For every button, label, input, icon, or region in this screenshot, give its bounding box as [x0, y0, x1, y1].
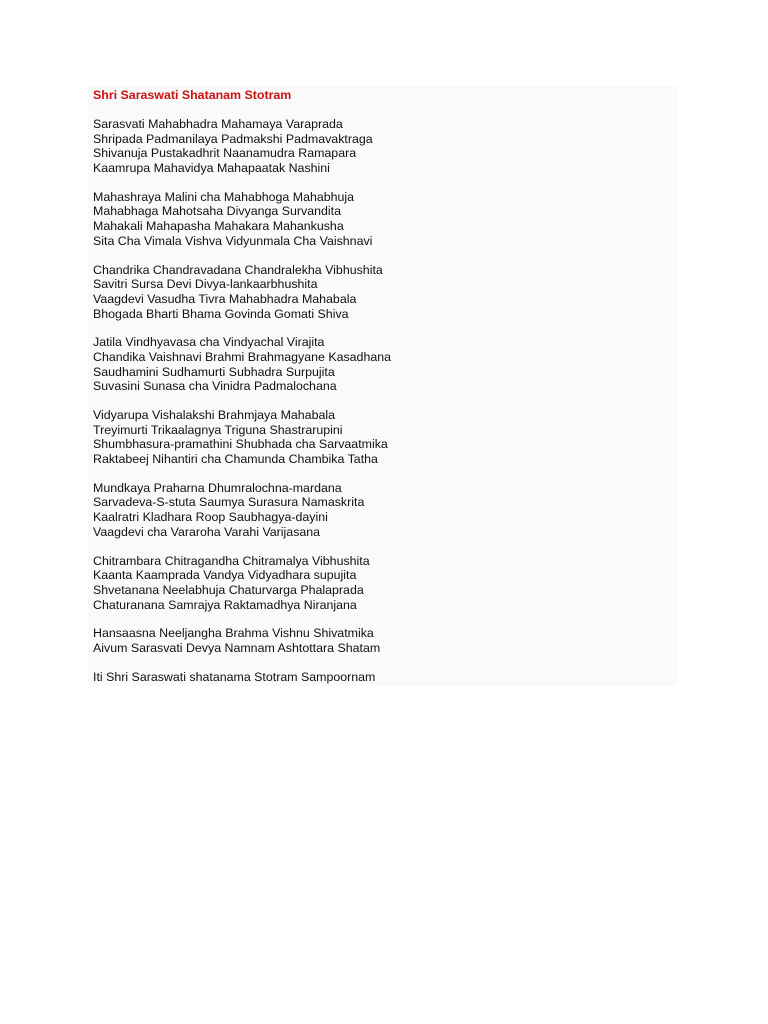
stanza-7 — [93, 554, 677, 613]
verse-line: Mahabhaga Mahotsaha Divyanga Survandita — [93, 204, 341, 219]
stanza-2 — [93, 190, 677, 249]
verse-line: Shvetanana Neelabhuja Chaturvarga Phalaprada — [93, 582, 364, 597]
verse-line: Savitri Sursa Devi Divya-lankaarbhushita — [93, 277, 318, 292]
stanza-6 — [93, 481, 677, 540]
verse-line: Vidyarupa Vishalakshi Brahmjaya Mahabala — [93, 408, 335, 422]
verse-line: Sita Cha Vimala Vishva Vidyunmala Cha Vaishnavi — [93, 233, 373, 248]
verse-line: Shumbhasura-pramathini Shubhada cha Sarvaatmika — [93, 437, 388, 452]
verse-line: Vaagdevi Vasudha Tivra Mahabhadra Mahabala — [93, 291, 357, 306]
closing-line: Iti Shri Saraswati shatanama Stotram Sampoornam — [93, 669, 376, 684]
verse-line: Aivum Sarasvati Devya Namnam Ashtottara Shatam — [93, 640, 381, 655]
verse-line: Hansaasna Neeljangha Brahma Vishnu Shivatmika — [93, 626, 374, 641]
verse-line: Chitrambara Chitragandha Chitramalya Vibhushita — [93, 553, 370, 568]
stotram-text-block — [88, 86, 677, 686]
verse-line: Saudhamini Sudhamurti Subhadra Surpujita — [93, 364, 335, 379]
verse-line: Bhogada Bharti Bhama Govinda Gomati Shiva — [93, 306, 349, 321]
verse-line: Shripada Padmanilaya Padmakshi Padmavaktraga — [93, 131, 373, 146]
document-title: Shri Saraswati Shatanam Stotram — [93, 88, 292, 102]
verse-line: Chandika Vaishnavi Brahmi Brahmagyane Kasadhana — [93, 349, 392, 364]
stanza-4 — [93, 335, 677, 394]
stanza-3 — [93, 263, 677, 322]
verse-line: Treyimurti Trikaalagnya Triguna Shastrarupini — [93, 422, 343, 437]
verse-line: Suvasini Sunasa cha Vinidra Padmalochana — [93, 379, 337, 394]
verse-line: Kaanta Kaamprada Vandya Vidyadhara supujita — [93, 568, 357, 583]
verse-line: Sarvadeva-S-stuta Saumya Surasura Namaskrita — [93, 495, 365, 510]
verse-line: Vaagdevi cha Vararoha Varahi Varijasana — [93, 524, 321, 539]
verse-line: Chaturanana Samrajya Raktamadhya Niranjana — [93, 597, 357, 612]
stanza-8 — [93, 626, 677, 655]
verse-line: Mahakali Mahapasha Mahakara Mahankusha — [93, 219, 344, 234]
closing-stanza — [93, 670, 677, 685]
verse-line: Chandrika Chandravadana Chandralekha Vibhushita — [93, 262, 383, 277]
verse-line: Shivanuja Pustakadhrit Naanamudra Ramapara — [93, 146, 357, 161]
verse-line: Raktabeej Nihantiri cha Chamunda Chambika Tatha — [93, 452, 378, 467]
verse-line: Jatila Vindhyavasa cha Vindyachal Virajita — [93, 335, 325, 350]
stanza-1 — [93, 117, 677, 176]
verse-line: Kaamrupa Mahavidya Mahapaatak Nashini — [93, 161, 330, 176]
stanza-5 — [93, 408, 677, 467]
verse-line: Sarasvati Mahabhadra Mahamaya Varaprada — [93, 117, 343, 131]
verse-line: Mundkaya Praharna Dhumralochna-mardana — [93, 480, 342, 495]
verse-line: Kaalratri Kladhara Roop Saubhagya-dayini — [93, 510, 328, 525]
verse-line: Mahashraya Malini cha Mahabhoga Mahabhuja — [93, 189, 355, 204]
